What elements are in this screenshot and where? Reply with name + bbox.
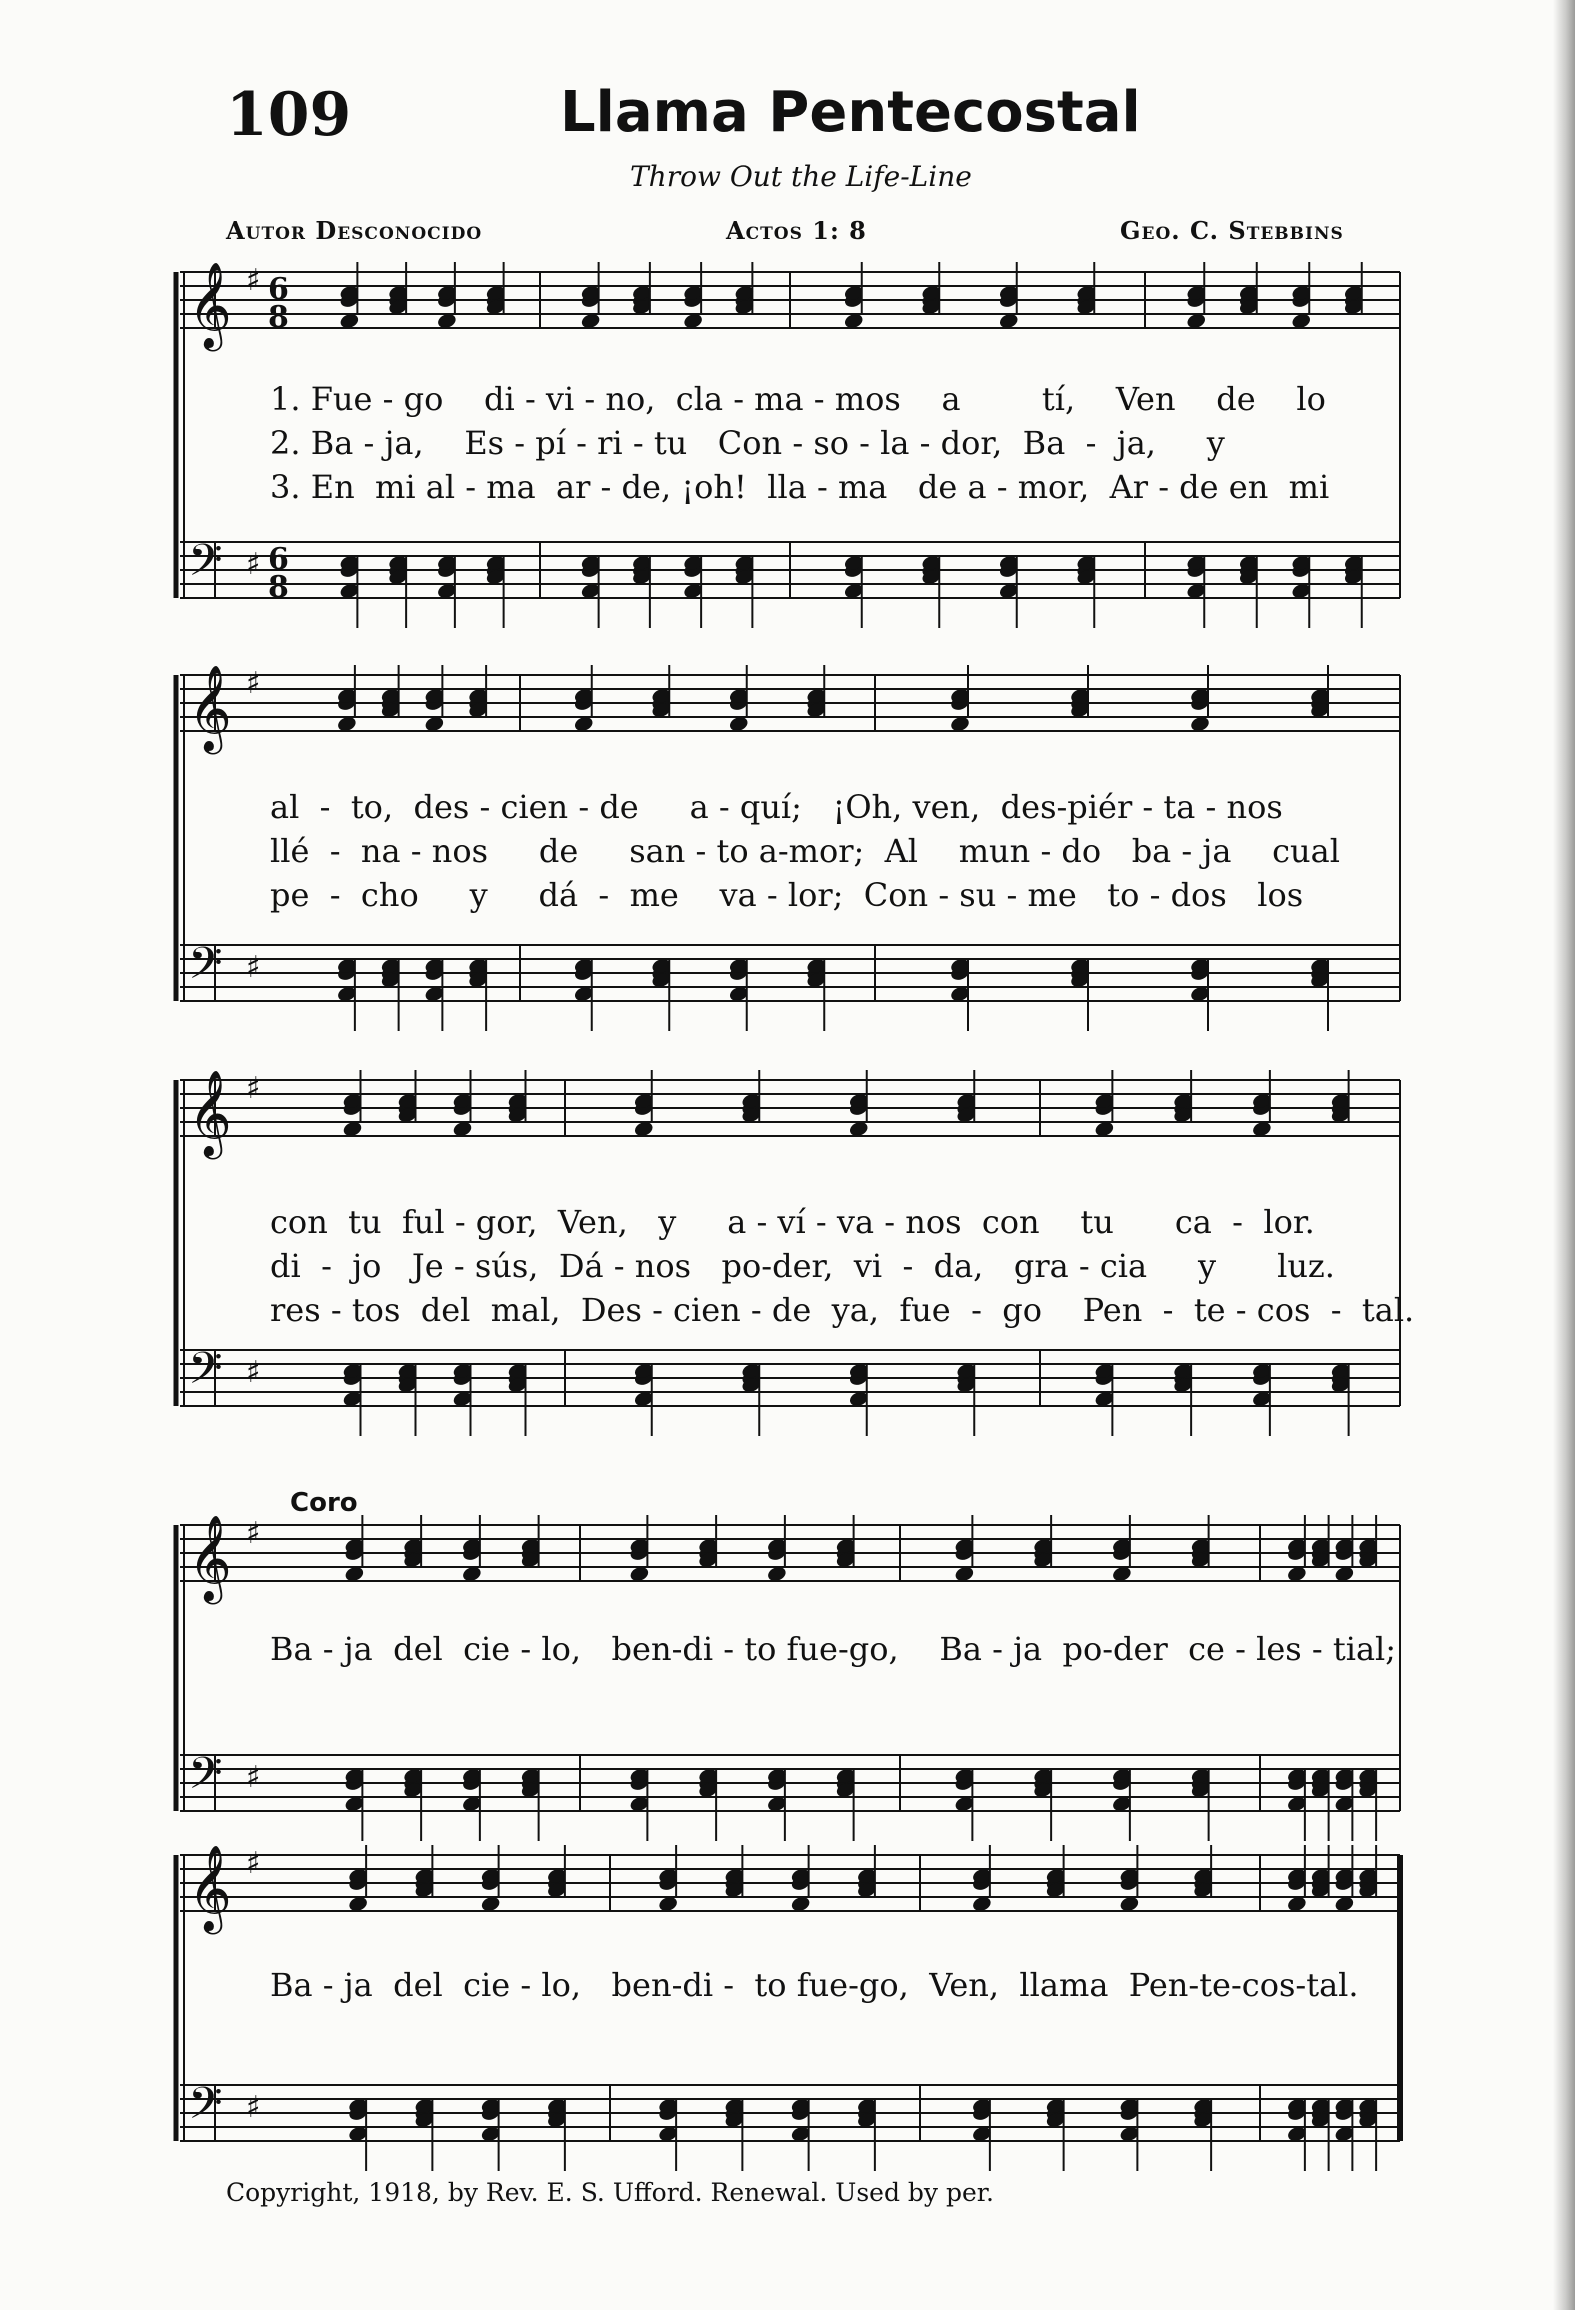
bass-clef-icon: 𝄢: [188, 937, 223, 1000]
author-credit: Autor Desconocido: [226, 216, 483, 245]
lyric-line: pe - cho y dá - me va - lor; Con - su - me to - dos los: [270, 876, 1304, 914]
lyric-line: di - jo Je - sús, Dá - nos po-der, vi - da, gra - cia y luz.: [270, 1247, 1335, 1285]
verse-lyrics-1: [270, 377, 1400, 509]
chorus-label: Coro: [290, 1488, 358, 1518]
lyric-line: 2. Ba - ja, Es - pí - ri - tu Con - so - la - dor, Ba - ja, y: [270, 424, 1225, 462]
chorus-lyrics-1: [270, 1627, 1400, 1671]
sharp-key-signature-icon: ♯: [246, 1846, 261, 1881]
sharp-key-signature-icon: ♯: [246, 1071, 261, 1106]
lyric-line: con tu ful - gor, Ven, y a - ví - va - nos con tu ca - lor.: [270, 1203, 1315, 1241]
music-system-1: [0, 262, 1575, 632]
bass-clef-icon: 𝄢: [188, 1747, 223, 1810]
bass-clef-icon: 𝄢: [188, 1342, 223, 1405]
treble-clef-icon: 𝄞: [188, 665, 232, 751]
bass-clef-icon: 𝄢: [188, 534, 223, 597]
scripture-reference: Actos 1: 8: [726, 216, 867, 245]
sharp-key-signature-icon: ♯: [246, 666, 261, 701]
sharp-key-signature-icon: ♯: [246, 2090, 261, 2125]
lyric-line: 3. En mi al - ma ar - de, ¡oh! lla - ma de a - mor, Ar - de en mi: [270, 468, 1330, 506]
verse-lyrics-3: [270, 1200, 1415, 1332]
time-signature-top: 6: [268, 542, 289, 577]
sharp-key-signature-icon: ♯: [246, 547, 261, 582]
music-system-5: [0, 1845, 1575, 2175]
sharp-key-signature-icon: ♯: [246, 1760, 261, 1795]
tune-name: Throw Out the Life-Line: [630, 160, 972, 193]
time-signature-bottom: 8: [268, 300, 289, 335]
sharp-key-signature-icon: ♯: [246, 1355, 261, 1390]
music-system-4: [0, 1515, 1575, 1845]
staff-pair-5: [0, 1845, 1575, 2175]
lyric-line: res - tos del mal, Des - cien - de ya, fue - go Pen - te - cos - tal.: [270, 1291, 1415, 1329]
chorus-lyrics-2: [270, 1963, 1400, 2007]
hymn-title: Llama Pentecostal: [560, 80, 1141, 145]
lyric-line: Ba - ja del cie - lo, ben-di - to fue-go, Ven, llama Pen-te-cos-tal.: [270, 1966, 1359, 2004]
lyric-line: Ba - ja del cie - lo, ben-di - to fue-go, Ba - ja po-der ce - les - tial;: [270, 1630, 1397, 1668]
treble-clef-icon: 𝄞: [188, 262, 232, 348]
staff-pair-4: [0, 1515, 1575, 1845]
time-signature-bottom: 8: [268, 570, 289, 605]
treble-clef-icon: 𝄞: [188, 1515, 232, 1601]
music-system-2: [0, 665, 1575, 1035]
treble-clef-icon: 𝄞: [188, 1070, 232, 1156]
bass-clef-icon: 𝄢: [188, 2077, 223, 2140]
treble-clef-icon: 𝄞: [188, 1845, 232, 1931]
time-signature-top: 6: [268, 272, 289, 307]
hymn-number: 109: [226, 80, 352, 150]
lyric-line: al - to, des - cien - de a - quí; ¡Oh, ven, des-piér - ta - nos: [270, 788, 1283, 826]
lyric-line: 1. Fue - go di - vi - no, cla - ma - mos a tí, Ven de lo: [270, 380, 1326, 418]
music-system-3: [0, 1070, 1575, 1440]
composer-credit: Geo. C. Stebbins: [1120, 216, 1344, 245]
lyric-line: llé - na - nos de san - to a-mor; Al mun - do ba - ja cual: [270, 832, 1340, 870]
verse-lyrics-2: [270, 785, 1400, 917]
sharp-key-signature-icon: ♯: [246, 1516, 261, 1551]
copyright-notice: Copyright, 1918, by Rev. E. S. Ufford. Renewal. Used by per.: [226, 2178, 994, 2207]
sharp-key-signature-icon: ♯: [246, 950, 261, 985]
sharp-key-signature-icon: ♯: [246, 263, 261, 298]
